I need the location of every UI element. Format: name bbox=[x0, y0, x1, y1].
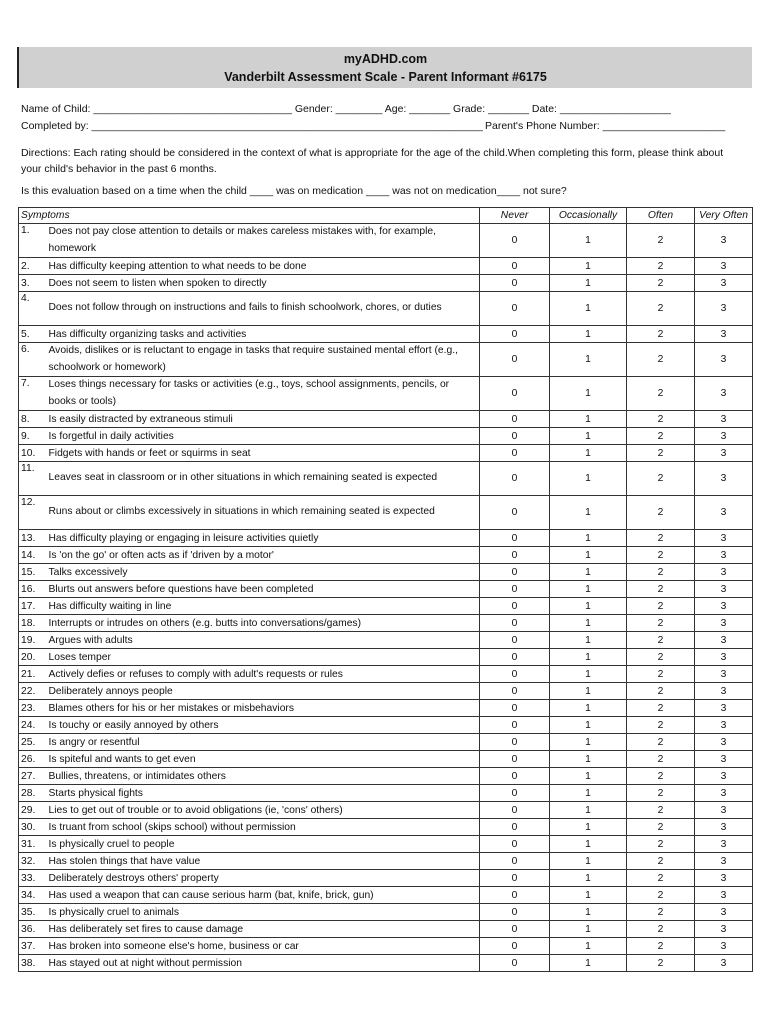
rating-occasionally[interactable]: 1 bbox=[550, 904, 627, 921]
rating-occasionally[interactable]: 1 bbox=[550, 411, 627, 428]
item-number: 35. bbox=[19, 904, 47, 921]
item-number: 16. bbox=[19, 581, 47, 598]
child-info-line[interactable]: Name of Child: __________________________________ Gender: ________ Age: _______ Grade: _______ Date: ___________________ bbox=[21, 103, 671, 115]
rating-very-often[interactable]: 3 bbox=[695, 224, 753, 258]
rating-occasionally[interactable]: 1 bbox=[550, 853, 627, 870]
table-row bbox=[19, 292, 753, 326]
rating-occasionally[interactable]: 1 bbox=[550, 819, 627, 836]
rating-very-often[interactable]: 3 bbox=[695, 887, 753, 904]
rating-often[interactable]: 2 bbox=[627, 462, 695, 496]
table-row bbox=[19, 581, 753, 598]
rating-often[interactable]: 2 bbox=[627, 445, 695, 462]
rating-very-often[interactable]: 3 bbox=[695, 683, 753, 700]
rating-occasionally[interactable]: 1 bbox=[550, 649, 627, 666]
rating-never[interactable]: 0 bbox=[480, 411, 550, 428]
symptom-text: Has broken into someone else's home, business or car bbox=[47, 938, 480, 955]
rating-very-often[interactable]: 3 bbox=[695, 598, 753, 615]
table-row bbox=[19, 785, 753, 802]
rating-often[interactable]: 2 bbox=[627, 938, 695, 955]
rating-very-often[interactable]: 3 bbox=[695, 581, 753, 598]
rating-often[interactable]: 2 bbox=[627, 904, 695, 921]
item-number: 19. bbox=[19, 632, 47, 649]
rating-very-often[interactable]: 3 bbox=[695, 819, 753, 836]
rating-often[interactable]: 2 bbox=[627, 275, 695, 292]
rating-never[interactable]: 0 bbox=[480, 615, 550, 632]
rating-often[interactable]: 2 bbox=[627, 870, 695, 887]
table-row bbox=[19, 275, 753, 292]
rating-never[interactable]: 0 bbox=[480, 547, 550, 564]
rating-often[interactable]: 2 bbox=[627, 224, 695, 258]
symptom-text: Has stolen things that have value bbox=[47, 853, 480, 870]
rating-never[interactable]: 0 bbox=[480, 734, 550, 751]
rating-occasionally[interactable]: 1 bbox=[550, 564, 627, 581]
rating-often[interactable]: 2 bbox=[627, 598, 695, 615]
rating-very-often[interactable]: 3 bbox=[695, 717, 753, 734]
table-row bbox=[19, 683, 753, 700]
rating-never[interactable]: 0 bbox=[480, 819, 550, 836]
rating-very-often[interactable]: 3 bbox=[695, 326, 753, 343]
symptom-text: Argues with adults bbox=[47, 632, 480, 649]
rating-occasionally[interactable]: 1 bbox=[550, 802, 627, 819]
rating-often[interactable]: 2 bbox=[627, 887, 695, 904]
symptom-text: Lies to get out of trouble or to avoid obligations (ie, 'cons' others) bbox=[47, 802, 480, 819]
rating-occasionally[interactable]: 1 bbox=[550, 428, 627, 445]
item-number: 4. bbox=[19, 292, 47, 326]
rating-often[interactable]: 2 bbox=[627, 717, 695, 734]
item-number: 38. bbox=[19, 955, 47, 972]
table-row bbox=[19, 751, 753, 768]
rating-never[interactable]: 0 bbox=[480, 581, 550, 598]
rating-never[interactable]: 0 bbox=[480, 428, 550, 445]
rating-occasionally[interactable]: 1 bbox=[550, 632, 627, 649]
symptom-text: Does not follow through on instructions and fails to finish schoolwork, chores, or duties bbox=[47, 292, 480, 326]
rating-often[interactable]: 2 bbox=[627, 649, 695, 666]
item-number: 33. bbox=[19, 870, 47, 887]
table-row bbox=[19, 224, 753, 258]
table-row bbox=[19, 445, 753, 462]
rating-often[interactable]: 2 bbox=[627, 853, 695, 870]
header-very-often: Very Often bbox=[695, 208, 753, 224]
rating-very-often[interactable]: 3 bbox=[695, 615, 753, 632]
table-row bbox=[19, 496, 753, 530]
item-number: 26. bbox=[19, 751, 47, 768]
table-row bbox=[19, 598, 753, 615]
rating-often[interactable]: 2 bbox=[627, 615, 695, 632]
table-row bbox=[19, 428, 753, 445]
symptom-text: Has used a weapon that can cause serious harm (bat, knife, brick, gun) bbox=[47, 887, 480, 904]
table-row bbox=[19, 921, 753, 938]
item-number: 12. bbox=[19, 496, 47, 530]
rating-never[interactable]: 0 bbox=[480, 921, 550, 938]
table-row bbox=[19, 564, 753, 581]
symptom-text: Is 'on the go' or often acts as if 'driven by a motor' bbox=[47, 547, 480, 564]
table-row bbox=[19, 530, 753, 547]
rating-occasionally[interactable]: 1 bbox=[550, 275, 627, 292]
rating-never[interactable]: 0 bbox=[480, 938, 550, 955]
symptom-text: Has difficulty keeping attention to what needs to be done bbox=[47, 258, 480, 275]
rating-never[interactable]: 0 bbox=[480, 292, 550, 326]
medication-question[interactable]: Is this evaluation based on a time when the child ____ was on medication ____ was not on medication____ not sure? bbox=[21, 185, 567, 197]
symptom-text: Avoids, dislikes or is reluctant to engage in tasks that require sustained mental effort (e.g., schoolwork or homework) bbox=[47, 343, 480, 377]
rating-often[interactable]: 2 bbox=[627, 955, 695, 972]
rating-very-often[interactable]: 3 bbox=[695, 666, 753, 683]
item-number: 32. bbox=[19, 853, 47, 870]
item-number: 20. bbox=[19, 649, 47, 666]
symptom-text: Is physically cruel to people bbox=[47, 836, 480, 853]
rating-often[interactable]: 2 bbox=[627, 921, 695, 938]
rating-occasionally[interactable]: 1 bbox=[550, 224, 627, 258]
rating-occasionally[interactable]: 1 bbox=[550, 683, 627, 700]
rating-never[interactable]: 0 bbox=[480, 666, 550, 683]
symptom-text: Bullies, threatens, or intimidates others bbox=[47, 768, 480, 785]
rating-very-often[interactable]: 3 bbox=[695, 343, 753, 377]
rating-never[interactable]: 0 bbox=[480, 496, 550, 530]
rating-very-often[interactable]: 3 bbox=[695, 955, 753, 972]
symptom-text: Actively defies or refuses to comply with adult's requests or rules bbox=[47, 666, 480, 683]
rating-very-often[interactable]: 3 bbox=[695, 802, 753, 819]
rating-occasionally[interactable]: 1 bbox=[550, 836, 627, 853]
rating-very-often[interactable]: 3 bbox=[695, 921, 753, 938]
rating-very-often[interactable]: 3 bbox=[695, 462, 753, 496]
table-row bbox=[19, 955, 753, 972]
rating-never[interactable]: 0 bbox=[480, 768, 550, 785]
rating-often[interactable]: 2 bbox=[627, 411, 695, 428]
rating-often[interactable]: 2 bbox=[627, 581, 695, 598]
table-row bbox=[19, 462, 753, 496]
table-row bbox=[19, 768, 753, 785]
rating-very-often[interactable]: 3 bbox=[695, 275, 753, 292]
rating-never[interactable]: 0 bbox=[480, 598, 550, 615]
item-number: 25. bbox=[19, 734, 47, 751]
rating-never[interactable]: 0 bbox=[480, 870, 550, 887]
item-number: 28. bbox=[19, 785, 47, 802]
symptom-text: Blurts out answers before questions have been completed bbox=[47, 581, 480, 598]
rating-often[interactable]: 2 bbox=[627, 819, 695, 836]
item-number: 22. bbox=[19, 683, 47, 700]
rating-very-often[interactable]: 3 bbox=[695, 870, 753, 887]
rating-never[interactable]: 0 bbox=[480, 275, 550, 292]
item-number: 21. bbox=[19, 666, 47, 683]
rating-very-often[interactable]: 3 bbox=[695, 768, 753, 785]
rating-occasionally[interactable]: 1 bbox=[550, 258, 627, 275]
symptom-text: Has deliberately set fires to cause damage bbox=[47, 921, 480, 938]
rating-never[interactable]: 0 bbox=[480, 717, 550, 734]
table-row bbox=[19, 343, 753, 377]
rating-very-often[interactable]: 3 bbox=[695, 445, 753, 462]
page-header bbox=[17, 47, 752, 88]
symptom-text: Has difficulty organizing tasks and activities bbox=[47, 326, 480, 343]
item-number: 10. bbox=[19, 445, 47, 462]
table-row bbox=[19, 700, 753, 717]
rating-occasionally[interactable]: 1 bbox=[550, 343, 627, 377]
rating-never[interactable]: 0 bbox=[480, 904, 550, 921]
completed-by-line[interactable]: Completed by: ___________________________________________________________________ bbox=[21, 120, 483, 132]
symptom-text: Talks excessively bbox=[47, 564, 480, 581]
rating-very-often[interactable]: 3 bbox=[695, 785, 753, 802]
rating-occasionally[interactable]: 1 bbox=[550, 530, 627, 547]
rating-never[interactable]: 0 bbox=[480, 853, 550, 870]
rating-occasionally[interactable]: 1 bbox=[550, 496, 627, 530]
item-number: 13. bbox=[19, 530, 47, 547]
symptom-text: Has stayed out at night without permission bbox=[47, 955, 480, 972]
rating-very-often[interactable]: 3 bbox=[695, 836, 753, 853]
item-number: 8. bbox=[19, 411, 47, 428]
parent-phone-line[interactable]: Parent's Phone Number: _____________________ bbox=[485, 120, 726, 132]
symptom-text: Is touchy or easily annoyed by others bbox=[47, 717, 480, 734]
item-number: 27. bbox=[19, 768, 47, 785]
rating-occasionally[interactable]: 1 bbox=[550, 870, 627, 887]
rating-occasionally[interactable]: 1 bbox=[550, 547, 627, 564]
item-number: 37. bbox=[19, 938, 47, 955]
rating-never[interactable]: 0 bbox=[480, 343, 550, 377]
symptom-text: Does not seem to listen when spoken to directly bbox=[47, 275, 480, 292]
symptom-text: Loses temper bbox=[47, 649, 480, 666]
table-row bbox=[19, 717, 753, 734]
rating-very-often[interactable]: 3 bbox=[695, 938, 753, 955]
rating-occasionally[interactable]: 1 bbox=[550, 887, 627, 904]
table-row bbox=[19, 938, 753, 955]
rating-often[interactable]: 2 bbox=[627, 632, 695, 649]
rating-often[interactable]: 2 bbox=[627, 751, 695, 768]
rating-occasionally[interactable]: 1 bbox=[550, 768, 627, 785]
rating-never[interactable]: 0 bbox=[480, 751, 550, 768]
rating-occasionally[interactable]: 1 bbox=[550, 445, 627, 462]
table-row bbox=[19, 615, 753, 632]
rating-never[interactable]: 0 bbox=[480, 258, 550, 275]
rating-occasionally[interactable]: 1 bbox=[550, 598, 627, 615]
item-number: 17. bbox=[19, 598, 47, 615]
rating-occasionally[interactable]: 1 bbox=[550, 666, 627, 683]
table-row bbox=[19, 836, 753, 853]
rating-never[interactable]: 0 bbox=[480, 649, 550, 666]
table-row bbox=[19, 734, 753, 751]
symptom-text: Leaves seat in classroom or in other situations in which remaining seated is expected bbox=[47, 462, 480, 496]
table-row bbox=[19, 819, 753, 836]
rating-never[interactable]: 0 bbox=[480, 785, 550, 802]
rating-occasionally[interactable]: 1 bbox=[550, 751, 627, 768]
table-row bbox=[19, 411, 753, 428]
rating-often[interactable]: 2 bbox=[627, 666, 695, 683]
item-number: 29. bbox=[19, 802, 47, 819]
symptoms-table bbox=[18, 207, 753, 972]
table-row bbox=[19, 904, 753, 921]
table-row bbox=[19, 853, 753, 870]
symptom-text: Interrupts or intrudes on others (e.g. butts into conversations/games) bbox=[47, 615, 480, 632]
rating-never[interactable]: 0 bbox=[480, 326, 550, 343]
rating-often[interactable]: 2 bbox=[627, 530, 695, 547]
symptom-text: Has difficulty waiting in line bbox=[47, 598, 480, 615]
rating-very-often[interactable]: 3 bbox=[695, 547, 753, 564]
rating-often[interactable]: 2 bbox=[627, 496, 695, 530]
rating-occasionally[interactable]: 1 bbox=[550, 921, 627, 938]
rating-occasionally[interactable]: 1 bbox=[550, 326, 627, 343]
rating-very-often[interactable]: 3 bbox=[695, 377, 753, 411]
rating-very-often[interactable]: 3 bbox=[695, 751, 753, 768]
table-row bbox=[19, 547, 753, 564]
table-row bbox=[19, 870, 753, 887]
rating-very-often[interactable]: 3 bbox=[695, 428, 753, 445]
symptom-text: Is forgetful in daily activities bbox=[47, 428, 480, 445]
rating-occasionally[interactable]: 1 bbox=[550, 377, 627, 411]
item-number: 15. bbox=[19, 564, 47, 581]
symptom-text: Is spiteful and wants to get even bbox=[47, 751, 480, 768]
item-number: 7. bbox=[19, 377, 47, 411]
rating-never[interactable]: 0 bbox=[480, 700, 550, 717]
rating-often[interactable]: 2 bbox=[627, 785, 695, 802]
item-number: 3. bbox=[19, 275, 47, 292]
rating-often[interactable]: 2 bbox=[627, 377, 695, 411]
rating-often[interactable]: 2 bbox=[627, 547, 695, 564]
symptom-text: Runs about or climbs excessively in situations in which remaining seated is expected bbox=[47, 496, 480, 530]
rating-occasionally[interactable]: 1 bbox=[550, 581, 627, 598]
table-row bbox=[19, 666, 753, 683]
item-number: 11. bbox=[19, 462, 47, 496]
rating-very-often[interactable]: 3 bbox=[695, 258, 753, 275]
rating-never[interactable]: 0 bbox=[480, 887, 550, 904]
rating-occasionally[interactable]: 1 bbox=[550, 938, 627, 955]
rating-often[interactable]: 2 bbox=[627, 343, 695, 377]
symptom-text: Is truant from school (skips school) without permission bbox=[47, 819, 480, 836]
rating-often[interactable]: 2 bbox=[627, 802, 695, 819]
rating-often[interactable]: 2 bbox=[627, 768, 695, 785]
rating-never[interactable]: 0 bbox=[480, 445, 550, 462]
item-number: 30. bbox=[19, 819, 47, 836]
rating-often[interactable]: 2 bbox=[627, 326, 695, 343]
rating-very-often[interactable]: 3 bbox=[695, 904, 753, 921]
rating-often[interactable]: 2 bbox=[627, 428, 695, 445]
rating-never[interactable]: 0 bbox=[480, 462, 550, 496]
item-number: 2. bbox=[19, 258, 47, 275]
table-row bbox=[19, 377, 753, 411]
rating-often[interactable]: 2 bbox=[627, 683, 695, 700]
symptom-text: Is angry or resentful bbox=[47, 734, 480, 751]
rating-very-often[interactable]: 3 bbox=[695, 853, 753, 870]
rating-very-often[interactable]: 3 bbox=[695, 411, 753, 428]
rating-very-often[interactable]: 3 bbox=[695, 292, 753, 326]
item-number: 5. bbox=[19, 326, 47, 343]
rating-very-often[interactable]: 3 bbox=[695, 530, 753, 547]
rating-never[interactable]: 0 bbox=[480, 224, 550, 258]
rating-never[interactable]: 0 bbox=[480, 377, 550, 411]
item-number: 1. bbox=[19, 224, 47, 258]
rating-very-often[interactable]: 3 bbox=[695, 649, 753, 666]
rating-occasionally[interactable]: 1 bbox=[550, 955, 627, 972]
table-header-row bbox=[19, 208, 753, 224]
rating-occasionally[interactable]: 1 bbox=[550, 462, 627, 496]
rating-never[interactable]: 0 bbox=[480, 802, 550, 819]
header-often: Often bbox=[627, 208, 695, 224]
table-row bbox=[19, 887, 753, 904]
item-number: 34. bbox=[19, 887, 47, 904]
table-row bbox=[19, 632, 753, 649]
rating-never[interactable]: 0 bbox=[480, 564, 550, 581]
rating-often[interactable]: 2 bbox=[627, 734, 695, 751]
item-number: 18. bbox=[19, 615, 47, 632]
rating-very-often[interactable]: 3 bbox=[695, 734, 753, 751]
item-number: 6. bbox=[19, 343, 47, 377]
rating-never[interactable]: 0 bbox=[480, 530, 550, 547]
item-number: 36. bbox=[19, 921, 47, 938]
rating-very-often[interactable]: 3 bbox=[695, 564, 753, 581]
rating-never[interactable]: 0 bbox=[480, 632, 550, 649]
rating-occasionally[interactable]: 1 bbox=[550, 700, 627, 717]
header-never: Never bbox=[480, 208, 550, 224]
symptom-text: Is easily distracted by extraneous stimuli bbox=[47, 411, 480, 428]
symptom-text: Has difficulty playing or engaging in leisure activities quietly bbox=[47, 530, 480, 547]
header-symptoms: Symptoms bbox=[19, 208, 480, 224]
rating-never[interactable]: 0 bbox=[480, 836, 550, 853]
symptom-text: Is physically cruel to animals bbox=[47, 904, 480, 921]
directions-text: Directions: Each rating should be considered in the context of what is appropriate for the age of the child.When completing this form, please think about your child's behavior in the past 6 months. bbox=[21, 147, 724, 175]
table-row bbox=[19, 326, 753, 343]
rating-occasionally[interactable]: 1 bbox=[550, 292, 627, 326]
rating-never[interactable]: 0 bbox=[480, 683, 550, 700]
rating-often[interactable]: 2 bbox=[627, 836, 695, 853]
rating-occasionally[interactable]: 1 bbox=[550, 615, 627, 632]
symptom-text: Deliberately destroys others' property bbox=[47, 870, 480, 887]
rating-often[interactable]: 2 bbox=[627, 292, 695, 326]
rating-often[interactable]: 2 bbox=[627, 564, 695, 581]
table-row bbox=[19, 258, 753, 275]
rating-very-often[interactable]: 3 bbox=[695, 632, 753, 649]
rating-very-often[interactable]: 3 bbox=[695, 496, 753, 530]
item-number: 23. bbox=[19, 700, 47, 717]
rating-never[interactable]: 0 bbox=[480, 955, 550, 972]
item-number: 24. bbox=[19, 717, 47, 734]
rating-often[interactable]: 2 bbox=[627, 700, 695, 717]
symptom-text: Loses things necessary for tasks or activities (e.g., toys, school assignments, pencils, or books or tools) bbox=[47, 377, 480, 411]
form-title: Vanderbilt Assessment Scale - Parent Informant #6175 bbox=[224, 70, 547, 84]
rating-occasionally[interactable]: 1 bbox=[550, 785, 627, 802]
rating-often[interactable]: 2 bbox=[627, 258, 695, 275]
symptom-text: Fidgets with hands or feet or squirms in seat bbox=[47, 445, 480, 462]
symptom-text: Deliberately annoys people bbox=[47, 683, 480, 700]
symptom-text: Starts physical fights bbox=[47, 785, 480, 802]
item-number: 31. bbox=[19, 836, 47, 853]
rating-occasionally[interactable]: 1 bbox=[550, 734, 627, 751]
symptom-text: Blames others for his or her mistakes or misbehaviors bbox=[47, 700, 480, 717]
site-name: myADHD.com bbox=[343, 52, 428, 66]
item-number: 14. bbox=[19, 547, 47, 564]
header-occasionally: Occasionally bbox=[550, 208, 627, 224]
symptom-text: Does not pay close attention to details or makes careless mistakes with, for example, homework bbox=[47, 224, 480, 258]
table-row bbox=[19, 802, 753, 819]
rating-occasionally[interactable]: 1 bbox=[550, 717, 627, 734]
item-number: 9. bbox=[19, 428, 47, 445]
table-row bbox=[19, 649, 753, 666]
rating-very-often[interactable]: 3 bbox=[695, 700, 753, 717]
